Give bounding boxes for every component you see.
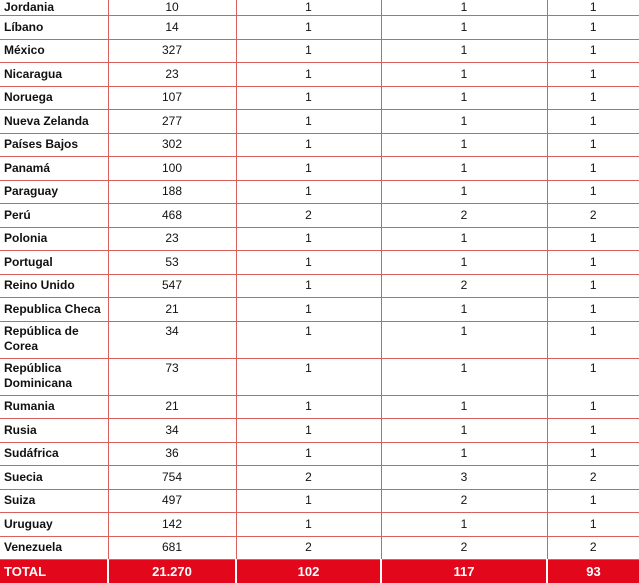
value-cell: 327 <box>108 39 236 63</box>
table-row <box>0 442 639 466</box>
value-cell: 1 <box>547 419 639 443</box>
value-cell: 547 <box>108 274 236 298</box>
value-cell: 1 <box>547 180 639 204</box>
value-cell: 1 <box>547 489 639 513</box>
value-cell: 2 <box>381 204 547 228</box>
country-cell: Uruguay <box>0 513 108 537</box>
value-cell: 277 <box>108 110 236 134</box>
value-cell: 1 <box>547 395 639 419</box>
value-cell: 1 <box>547 133 639 157</box>
value-cell: 468 <box>108 204 236 228</box>
country-cell: Panamá <box>0 157 108 181</box>
value-cell: 1 <box>236 133 381 157</box>
value-cell: 754 <box>108 466 236 490</box>
value-cell: 302 <box>108 133 236 157</box>
value-cell: 1 <box>236 157 381 181</box>
value-cell: 23 <box>108 63 236 87</box>
value-cell: 1 <box>236 227 381 251</box>
total-cell: 117 <box>381 560 547 583</box>
value-cell: 100 <box>108 157 236 181</box>
table-row <box>0 489 639 513</box>
table-row <box>0 274 639 298</box>
value-cell: 1 <box>236 274 381 298</box>
country-cell: Suecia <box>0 466 108 490</box>
value-cell: 2 <box>547 466 639 490</box>
value-cell: 1 <box>236 419 381 443</box>
value-cell: 14 <box>108 16 236 40</box>
table-row <box>0 536 639 560</box>
value-cell: 1 <box>236 110 381 134</box>
value-cell: 1 <box>381 442 547 466</box>
value-cell: 1 <box>236 442 381 466</box>
value-cell: 21 <box>108 395 236 419</box>
total-cell: 93 <box>547 560 639 583</box>
country-cell: Suiza <box>0 489 108 513</box>
table-row <box>0 133 639 157</box>
country-cell: Polonia <box>0 227 108 251</box>
country-cell: República Dominicana <box>0 358 108 395</box>
value-cell: 1 <box>236 321 381 358</box>
value-cell: 681 <box>108 536 236 560</box>
value-cell: 1 <box>236 358 381 395</box>
value-cell: 53 <box>108 251 236 275</box>
value-cell: 1 <box>547 0 639 16</box>
value-cell: 73 <box>108 358 236 395</box>
table-row <box>0 16 639 40</box>
country-cell: Nueva Zelanda <box>0 110 108 134</box>
value-cell: 1 <box>547 358 639 395</box>
value-cell: 1 <box>547 298 639 322</box>
value-cell: 2 <box>381 489 547 513</box>
value-cell: 1 <box>381 358 547 395</box>
table-row <box>0 395 639 419</box>
table-row <box>0 513 639 537</box>
value-cell: 1 <box>381 227 547 251</box>
value-cell: 1 <box>547 251 639 275</box>
country-cell: Rusia <box>0 419 108 443</box>
value-cell: 2 <box>381 274 547 298</box>
table-row <box>0 39 639 63</box>
value-cell: 1 <box>547 86 639 110</box>
table-row <box>0 466 639 490</box>
value-cell: 36 <box>108 442 236 466</box>
value-cell: 1 <box>236 16 381 40</box>
value-cell: 1 <box>236 180 381 204</box>
country-cell: Rumania <box>0 395 108 419</box>
table-row <box>0 321 639 358</box>
value-cell: 1 <box>236 489 381 513</box>
value-cell: 2 <box>547 536 639 560</box>
value-cell: 34 <box>108 419 236 443</box>
total-label: TOTAL <box>0 560 108 583</box>
value-cell: 1 <box>547 63 639 87</box>
value-cell: 1 <box>236 39 381 63</box>
value-cell: 1 <box>381 157 547 181</box>
value-cell: 1 <box>381 298 547 322</box>
value-cell: 3 <box>381 466 547 490</box>
table-row <box>0 204 639 228</box>
country-cell: Reino Unido <box>0 274 108 298</box>
total-row <box>0 560 639 583</box>
value-cell: 497 <box>108 489 236 513</box>
value-cell: 1 <box>381 321 547 358</box>
value-cell: 2 <box>236 204 381 228</box>
country-cell: Noruega <box>0 86 108 110</box>
value-cell: 1 <box>381 110 547 134</box>
value-cell: 1 <box>547 16 639 40</box>
value-cell: 1 <box>547 227 639 251</box>
value-cell: 1 <box>381 251 547 275</box>
value-cell: 1 <box>236 86 381 110</box>
value-cell: 1 <box>381 0 547 16</box>
value-cell: 1 <box>547 513 639 537</box>
value-cell: 2 <box>381 536 547 560</box>
table-row <box>0 110 639 134</box>
value-cell: 1 <box>381 16 547 40</box>
value-cell: 1 <box>381 419 547 443</box>
country-cell: México <box>0 39 108 63</box>
value-cell: 1 <box>381 39 547 63</box>
value-cell: 1 <box>236 513 381 537</box>
value-cell: 2 <box>547 204 639 228</box>
value-cell: 188 <box>108 180 236 204</box>
value-cell: 1 <box>236 251 381 275</box>
value-cell: 2 <box>236 536 381 560</box>
value-cell: 1 <box>547 442 639 466</box>
value-cell: 1 <box>381 133 547 157</box>
table-row <box>0 180 639 204</box>
value-cell: 1 <box>381 513 547 537</box>
value-cell: 1 <box>236 0 381 16</box>
country-cell: Países Bajos <box>0 133 108 157</box>
table-row <box>0 227 639 251</box>
value-cell: 1 <box>381 63 547 87</box>
value-cell: 1 <box>547 157 639 181</box>
table-row <box>0 86 639 110</box>
value-cell: 107 <box>108 86 236 110</box>
value-cell: 10 <box>108 0 236 16</box>
table-row <box>0 157 639 181</box>
value-cell: 1 <box>236 395 381 419</box>
country-cell: Líbano <box>0 16 108 40</box>
country-cell: Republica Checa <box>0 298 108 322</box>
value-cell: 2 <box>236 466 381 490</box>
value-cell: 1 <box>381 395 547 419</box>
value-cell: 1 <box>547 321 639 358</box>
table-row <box>0 298 639 322</box>
total-cell: 102 <box>236 560 381 583</box>
value-cell: 1 <box>236 298 381 322</box>
value-cell: 1 <box>381 86 547 110</box>
country-cell: Sudáfrica <box>0 442 108 466</box>
value-cell: 21 <box>108 298 236 322</box>
country-cell: Perú <box>0 204 108 228</box>
value-cell: 142 <box>108 513 236 537</box>
value-cell: 1 <box>547 110 639 134</box>
value-cell: 34 <box>108 321 236 358</box>
table-row <box>0 63 639 87</box>
value-cell: 23 <box>108 227 236 251</box>
country-cell: Paraguay <box>0 180 108 204</box>
table-row <box>0 358 639 395</box>
table-row <box>0 0 639 16</box>
country-cell: Nicaragua <box>0 63 108 87</box>
country-cell: Jordania <box>0 0 108 16</box>
country-cell: República de Corea <box>0 321 108 358</box>
value-cell: 1 <box>381 180 547 204</box>
value-cell: 1 <box>547 39 639 63</box>
country-cell: Venezuela <box>0 536 108 560</box>
table-row <box>0 419 639 443</box>
table-row <box>0 251 639 275</box>
value-cell: 1 <box>547 274 639 298</box>
total-cell: 21.270 <box>108 560 236 583</box>
country-cell: Portugal <box>0 251 108 275</box>
value-cell: 1 <box>236 63 381 87</box>
